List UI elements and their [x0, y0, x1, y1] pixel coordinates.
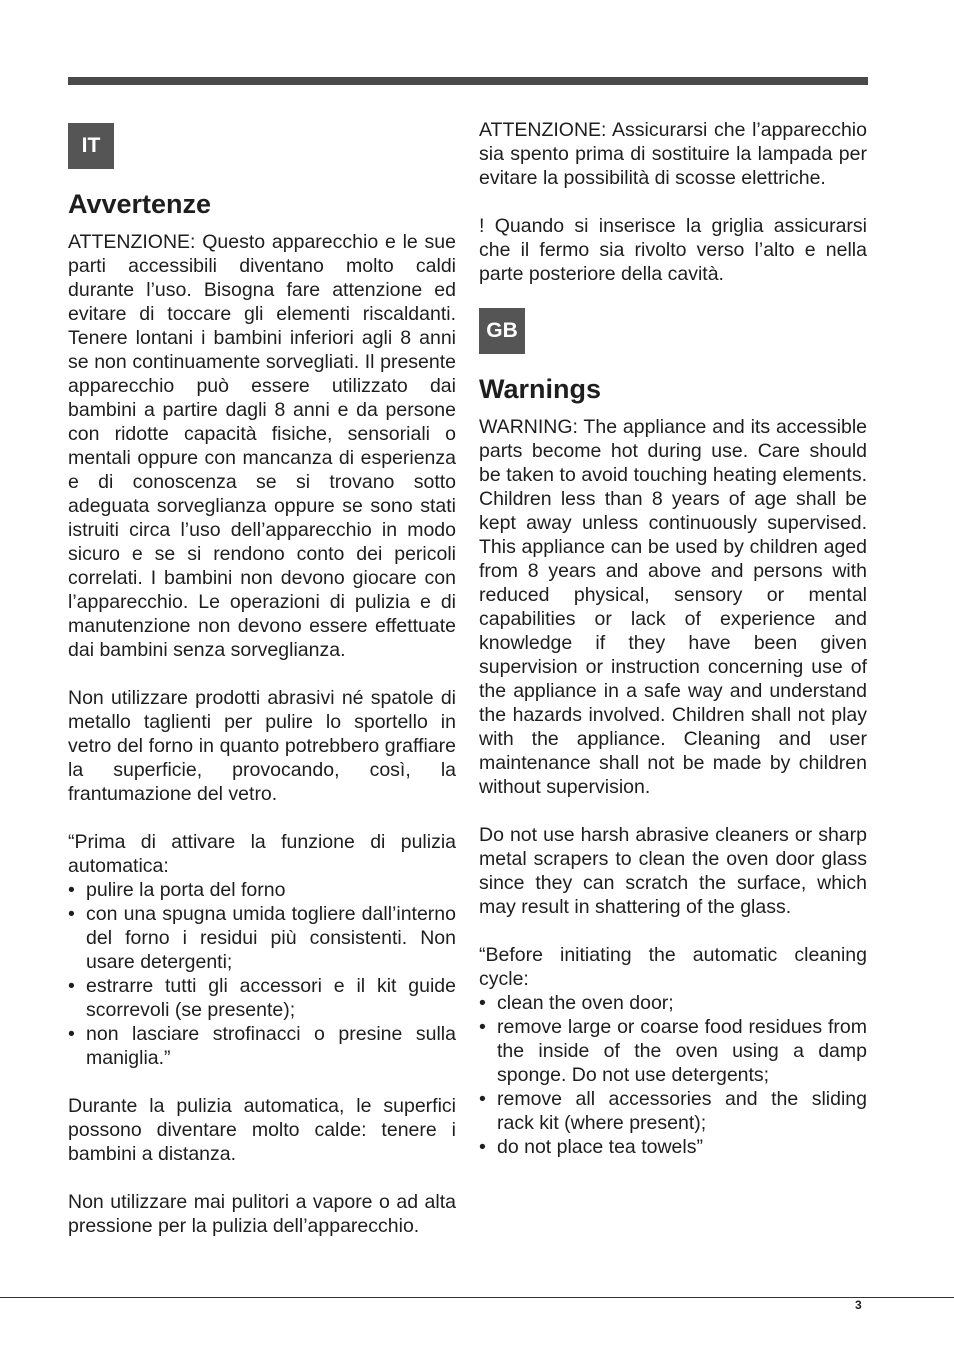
right-column — [479, 118, 867, 1183]
page-number: 3 — [855, 1298, 862, 1312]
paragraph-steam-cleaners-it: Non utilizzare mai pulitori a vapore o ad alta pressione per la pulizia dell’apparecchio. — [68, 1191, 456, 1237]
list-item: • estrarre tutti gli accessori e il kit guide scorrevoli (se presente); — [68, 974, 456, 1022]
list-item: • clean the oven door; — [479, 991, 867, 1015]
footer-rule — [0, 1297, 954, 1298]
section-title-it: Avvertenze — [68, 189, 212, 219]
cleaning-list-gb — [479, 991, 867, 1159]
paragraph-cleaning-intro-gb: “Before initiating the automatic cleaning cycle: — [479, 944, 867, 990]
section-title-gb: Warnings — [479, 374, 602, 404]
paragraph-warning-it: ATTENZIONE: Questo apparecchio e le sue parti accessibili diventano molto caldi durante l’uso. Bisogna fare attenzione ed evitare di toccare gli elementi riscaldanti. Tenere lontani i bambini inferiori agli 8 anni se non continuamente sorvegliati. Il presente apparecchio può essere utilizzato dai bambini a partire dagli 8 anni e da persone con ridotte capacità fisiche, sensoriali o mentali oppure con mancanza di esperienza e di conoscenza se si trovano sotto adeguata sorveglianza oppure se sono stati istruiti circa l’uso dell’apparecchio in modo sicuro e se si rendono conto dei pericoli correlati. I bambini non devono giocare con l’apparecchio. Le operazioni di pulizia e di manutenzione non devono essere effettuate dai bambini senza sorveglianza. — [68, 231, 456, 661]
paragraph-warning-gb: WARNING: The appliance and its accessible parts become hot during use. Care should be taken to avoid touching heating elements. Children less than 8 years of age shall be kept away unless continuously supervised. This appliance can be used by children aged from 8 years and above and persons with reduced physical, sensory or mental capabilities or lack of experience and knowledge if they have been given supervision or instruction concerning use of the appliance in a safe way and understand the hazards involved. Children shall not play with the appliance. Cleaning and user maintenance shall not be made by children without supervision. — [479, 416, 867, 798]
list-item: • pulire la porta del forno — [68, 878, 456, 902]
list-item: • remove large or coarse food residues from the inside of the oven using a damp sponge. Do not use detergents; — [479, 1015, 867, 1087]
list-item: • do not place tea towels” — [479, 1135, 867, 1159]
paragraph-cleaning-intro-it: “Prima di attivare la funzione di pulizia automatica: — [68, 831, 456, 877]
paragraph-abrasive-gb: Do not use harsh abrasive cleaners or sharp metal scrapers to clean the oven door glass since they can scratch the surface, which may result in shattering of the glass. — [479, 824, 867, 918]
language-badge-it: IT — [68, 123, 114, 169]
list-item: • remove all accessories and the sliding rack kit (where present); — [479, 1087, 867, 1135]
paragraph-hot-surfaces-it: Durante la pulizia automatica, le superfici possono diventare molto calde: tenere i bambini a distanza. — [68, 1095, 456, 1165]
list-item: • non lasciare strofinacci o presine sulla maniglia.” — [68, 1022, 456, 1070]
list-item: • con una spugna umida togliere dall’interno del forno i residui più consistenti. Non usare detergenti; — [68, 902, 456, 974]
left-column — [68, 118, 456, 1262]
language-badge-gb: GB — [479, 308, 525, 354]
cleaning-list-it — [68, 878, 456, 1070]
paragraph-abrasive-it: Non utilizzare prodotti abrasivi né spatole di metallo taglienti per pulire lo sportello in vetro del forno in quanto potrebbero graffiare la superficie, provocando, così, la frantumazione del vetro. — [68, 687, 456, 805]
paragraph-lamp-warning-it: ATTENZIONE: Assicurarsi che l’apparecchio sia spento prima di sostituire la lampada per evitare la possibilità di scosse elettriche. — [479, 119, 867, 189]
top-rule — [68, 77, 868, 85]
paragraph-grill-it: ! Quando si inserisce la griglia assicurarsi che il fermo sia rivolto verso l’alto e nella parte posteriore della cavità. — [479, 215, 867, 285]
